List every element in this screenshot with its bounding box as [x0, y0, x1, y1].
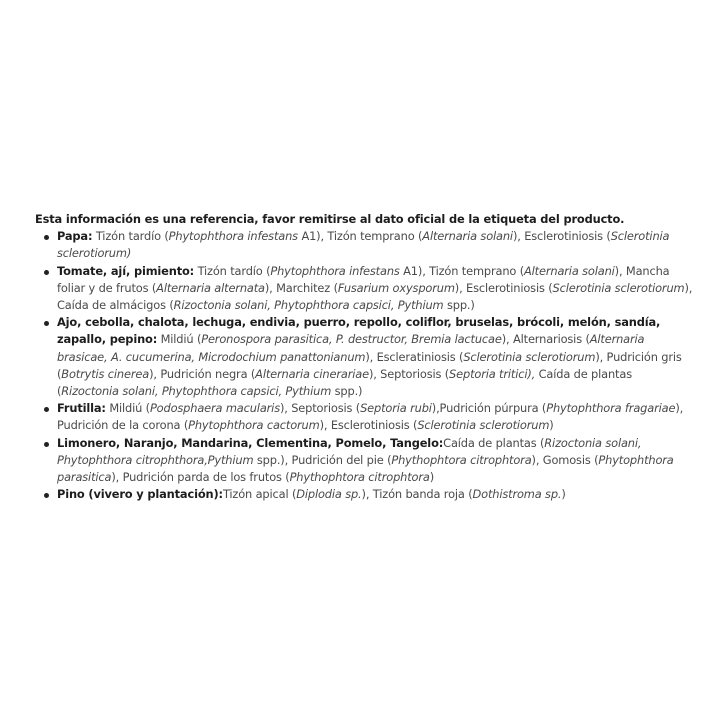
disease-text: Tizón apical (: [222, 487, 297, 502]
disease-text: A1), Tizón temprano (: [399, 263, 525, 278]
list-item: [57, 314, 695, 400]
list-item: [57, 486, 695, 503]
crop-name: Ajo, cebolla, chalota, lechuga, endivia, puerro, repollo, coliflor, bruselas, brócoli, melón, sandía, zapallo, pepino:: [57, 315, 661, 347]
crop-disease-list: [35, 228, 695, 503]
disease-text: ), Pudrición negra (: [149, 366, 256, 381]
disease-text: ),Pudrición púrpura (: [431, 401, 547, 416]
disease-text: ), Esclerotiniosis (: [512, 229, 611, 244]
pathogen-name: Phythophtora citrophtora: [289, 470, 430, 485]
pathogen-name: Diplodia sp.: [296, 487, 362, 502]
disease-text: ), Pudrición gris (: [57, 349, 682, 381]
pathogen-name: Phytophthora infestans: [168, 229, 298, 244]
disease-text: ), Tizón banda roja (: [361, 487, 473, 502]
disease-text: ), Pudrición parda de los frutos (: [111, 470, 290, 485]
crop-name: Papa:: [57, 229, 93, 244]
disease-text: ), Pudrición de la corona (: [57, 401, 684, 433]
pathogen-name: Sclerotinia sclerotiorum: [552, 280, 685, 295]
pathogen-name: Septoria tritici),: [449, 366, 536, 381]
disease-text: Caída de plantas (: [57, 366, 632, 399]
pathogen-name: Dothistroma sp.: [472, 487, 562, 502]
list-item: [57, 228, 695, 262]
disease-text: ), Esclerotiniosis (: [319, 418, 418, 433]
disease-text: ), Gomosis (: [531, 452, 599, 467]
disease-text: ), Caída de almácigos (: [57, 280, 693, 313]
disease-text: ), Esclerotiniosis (: [454, 280, 553, 295]
label-info-document: [35, 211, 695, 503]
pathogen-name: Phythophtora citrophtora: [391, 452, 532, 467]
pathogen-name: Fusarium oxysporum: [337, 280, 455, 295]
pathogen-name: Rizoctonia solani, Phytophthora capsici, Pythium: [173, 298, 444, 313]
pathogen-name: Phytophthora cactorum: [188, 418, 320, 433]
list-item: [57, 400, 695, 434]
disease-text: Caída de plantas (: [443, 435, 545, 450]
pathogen-name: Rizoctonia solani, Phytophthora citrophthora,Pythium: [57, 435, 642, 467]
disclaimer-text: Esta información es una referencia, favor remitirse al dato oficial de la etiqueta del producto.: [35, 212, 625, 226]
disease-text: Mildiú (: [105, 401, 150, 416]
crop-name: Tomate, ají, pimiento:: [57, 263, 195, 278]
pathogen-name: Botrytis cinerea: [61, 366, 150, 381]
crop-name: Pino (vivero y plantación):: [57, 487, 223, 502]
pathogen-name: Alternaria brasicae, A. cucumerina, Microdochium panattonianum: [57, 332, 645, 364]
disease-text: ), Septoriosis (: [279, 401, 361, 416]
disease-text: spp.): [331, 384, 363, 399]
disease-text: Tizón tardío (: [92, 229, 169, 244]
disease-text: spp.), Pudrición del pie (: [253, 452, 392, 467]
pathogen-name: Phytophthora fragariae: [546, 401, 676, 416]
pathogen-name: Phytophthora parasitica: [57, 452, 674, 485]
disease-text: ): [549, 418, 554, 433]
pathogen-name: Septoria rubi: [360, 401, 432, 416]
disease-text: ): [561, 487, 566, 502]
pathogen-name: Alternaria solani: [524, 263, 615, 278]
pathogen-name: Phytophthora infestans: [270, 263, 400, 278]
pathogen-name: Sclerotinia sclerotiorum: [417, 418, 550, 433]
pathogen-name: Podosphaera macularis: [149, 401, 280, 416]
disease-text: ), Marchitez (: [264, 280, 338, 295]
pathogen-name: Alternaria alternata: [156, 280, 265, 295]
pathogen-name: Peronospora parasitica, P. destructor, Bremia lactucae: [201, 332, 502, 347]
disease-text: Tizón tardío (: [194, 263, 271, 278]
disease-text: Mildiú (: [157, 332, 202, 347]
disease-text: spp.): [443, 298, 475, 313]
disease-text: ), Septoriosis (: [368, 366, 450, 381]
list-item: [57, 435, 695, 487]
disease-text: ): [429, 470, 435, 485]
crop-name: Frutilla:: [57, 401, 106, 416]
disease-text: ), Alternariosis (: [501, 332, 590, 347]
pathogen-name: Rizoctonia solani, Phytophthora capsici, Pythium: [61, 384, 332, 399]
disease-text: ), Mancha foliar y de frutos (: [57, 263, 670, 295]
crop-name: Limonero, Naranjo, Mandarina, Clementina, Pomelo, Tangelo:: [57, 435, 444, 450]
disease-text: A1), Tizón temprano (: [297, 229, 423, 244]
pathogen-name: Sclerotinia sclerotiorum): [57, 229, 670, 261]
pathogen-name: Alternaria solani: [422, 229, 513, 244]
pathogen-name: Sclerotinia sclerotiorum: [463, 349, 596, 364]
disease-text: ), Escleratiniosis (: [365, 349, 464, 364]
list-item: [57, 263, 695, 315]
pathogen-name: Alternaria cinerariae: [255, 366, 369, 381]
